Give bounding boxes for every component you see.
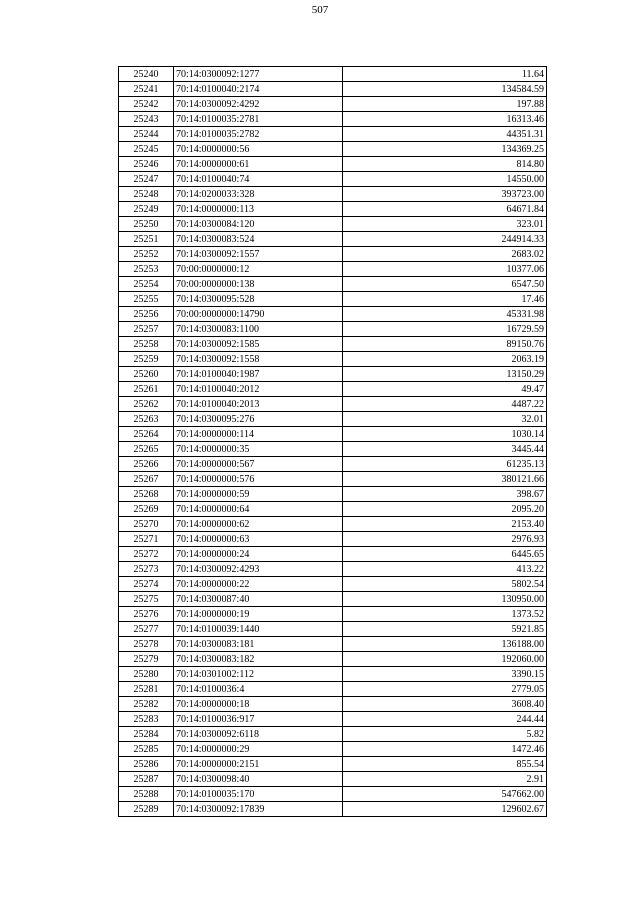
value-cell: 49.47 — [343, 382, 547, 397]
cadastral-number-cell: 70:14:0100040:74 — [174, 172, 343, 187]
table-row — [119, 637, 547, 652]
table-row — [119, 697, 547, 712]
cadastral-number-cell: 70:14:0100036:4 — [174, 682, 343, 697]
cadastral-number-cell: 70:14:0100035:2781 — [174, 112, 343, 127]
row-number-cell: 25256 — [119, 307, 174, 322]
cadastral-number-cell: 70:14:0100039:1440 — [174, 622, 343, 637]
value-cell: 61235.13 — [343, 457, 547, 472]
table-row — [119, 487, 547, 502]
row-number-cell: 25246 — [119, 157, 174, 172]
value-cell: 2976.93 — [343, 532, 547, 547]
cadastral-number-cell: 70:00:0000000:12 — [174, 262, 343, 277]
row-number-cell: 25262 — [119, 397, 174, 412]
value-cell: 197.88 — [343, 97, 547, 112]
table-row — [119, 337, 547, 352]
value-cell: 1030.14 — [343, 427, 547, 442]
row-number-cell: 25268 — [119, 487, 174, 502]
row-number-cell: 25271 — [119, 532, 174, 547]
value-cell: 130950.00 — [343, 592, 547, 607]
value-cell: 2779.05 — [343, 682, 547, 697]
row-number-cell: 25247 — [119, 172, 174, 187]
value-cell: 64671.84 — [343, 202, 547, 217]
cadastral-number-cell: 70:14:0300092:17839 — [174, 802, 343, 817]
cadastral-number-cell: 70:14:0000000:56 — [174, 142, 343, 157]
cadastral-number-cell: 70:14:0000000:63 — [174, 532, 343, 547]
table-row — [119, 472, 547, 487]
table-row — [119, 202, 547, 217]
row-number-cell: 25287 — [119, 772, 174, 787]
value-cell: 10377.06 — [343, 262, 547, 277]
cadastral-number-cell: 70:14:0100040:1987 — [174, 367, 343, 382]
cadastral-number-cell: 70:14:0301002:112 — [174, 667, 343, 682]
row-number-cell: 25260 — [119, 367, 174, 382]
value-cell: 2063.19 — [343, 352, 547, 367]
row-number-cell: 25243 — [119, 112, 174, 127]
row-number-cell: 25250 — [119, 217, 174, 232]
table-row — [119, 142, 547, 157]
row-number-cell: 25252 — [119, 247, 174, 262]
cadastral-number-cell: 70:14:0000000:35 — [174, 442, 343, 457]
table-row — [119, 322, 547, 337]
value-cell: 814.80 — [343, 157, 547, 172]
row-number-cell: 25266 — [119, 457, 174, 472]
table-row — [119, 712, 547, 727]
value-cell: 244.44 — [343, 712, 547, 727]
value-cell: 4487.22 — [343, 397, 547, 412]
row-number-cell: 25261 — [119, 382, 174, 397]
value-cell: 6547.50 — [343, 277, 547, 292]
cadastral-number-cell: 70:14:0300092:1558 — [174, 352, 343, 367]
table-row — [119, 82, 547, 97]
value-cell: 855.54 — [343, 757, 547, 772]
row-number-cell: 25257 — [119, 322, 174, 337]
cadastral-number-cell: 70:14:0000000:29 — [174, 742, 343, 757]
row-number-cell: 25254 — [119, 277, 174, 292]
cadastral-number-cell: 70:14:0100040:2013 — [174, 397, 343, 412]
cadastral-number-cell: 70:14:0300083:181 — [174, 637, 343, 652]
table-row — [119, 442, 547, 457]
value-cell: 323.01 — [343, 217, 547, 232]
value-cell: 2683.02 — [343, 247, 547, 262]
row-number-cell: 25273 — [119, 562, 174, 577]
table-row — [119, 682, 547, 697]
row-number-cell: 25245 — [119, 142, 174, 157]
cadastral-number-cell: 70:14:0000000:62 — [174, 517, 343, 532]
row-number-cell: 25272 — [119, 547, 174, 562]
cadastral-number-cell: 70:14:0000000:22 — [174, 577, 343, 592]
table-row — [119, 502, 547, 517]
table-row — [119, 802, 547, 817]
table-row — [119, 412, 547, 427]
row-number-cell: 25242 — [119, 97, 174, 112]
value-cell: 45331.98 — [343, 307, 547, 322]
cadastral-number-cell: 70:14:0000000:19 — [174, 607, 343, 622]
table-row — [119, 592, 547, 607]
value-cell: 13150.29 — [343, 367, 547, 382]
cadastral-number-cell: 70:14:0000000:61 — [174, 157, 343, 172]
table-body — [119, 67, 547, 817]
value-cell: 3608.40 — [343, 697, 547, 712]
row-number-cell: 25264 — [119, 427, 174, 442]
value-cell: 5.82 — [343, 727, 547, 742]
cadastral-number-cell: 70:14:0100040:2012 — [174, 382, 343, 397]
row-number-cell: 25277 — [119, 622, 174, 637]
table-row — [119, 217, 547, 232]
cadastral-number-cell: 70:00:0000000:138 — [174, 277, 343, 292]
cadastral-value-table — [118, 66, 547, 817]
cadastral-number-cell: 70:14:0100040:2174 — [174, 82, 343, 97]
value-cell: 3445.44 — [343, 442, 547, 457]
cadastral-number-cell: 70:14:0300095:528 — [174, 292, 343, 307]
cadastral-number-cell: 70:14:0300092:1557 — [174, 247, 343, 262]
row-number-cell: 25263 — [119, 412, 174, 427]
cadastral-number-cell: 70:14:0000000:2151 — [174, 757, 343, 772]
table-row — [119, 727, 547, 742]
row-number-cell: 25244 — [119, 127, 174, 142]
cadastral-number-cell: 70:14:0000000:24 — [174, 547, 343, 562]
table-row — [119, 547, 547, 562]
table-row — [119, 67, 547, 82]
value-cell: 192060.00 — [343, 652, 547, 667]
cadastral-number-cell: 70:14:0300092:4292 — [174, 97, 343, 112]
row-number-cell: 25280 — [119, 667, 174, 682]
value-cell: 16729.59 — [343, 322, 547, 337]
row-number-cell: 25253 — [119, 262, 174, 277]
row-number-cell: 25258 — [119, 337, 174, 352]
row-number-cell: 25259 — [119, 352, 174, 367]
table-row — [119, 757, 547, 772]
row-number-cell: 25270 — [119, 517, 174, 532]
cadastral-number-cell: 70:14:0000000:59 — [174, 487, 343, 502]
cadastral-number-cell: 70:14:0000000:567 — [174, 457, 343, 472]
table-row — [119, 397, 547, 412]
table-row — [119, 667, 547, 682]
value-cell: 1373.52 — [343, 607, 547, 622]
value-cell: 1472.46 — [343, 742, 547, 757]
value-cell: 3390.15 — [343, 667, 547, 682]
row-number-cell: 25282 — [119, 697, 174, 712]
row-number-cell: 25248 — [119, 187, 174, 202]
value-cell: 2095.20 — [343, 502, 547, 517]
row-number-cell: 25281 — [119, 682, 174, 697]
value-cell: 244914.33 — [343, 232, 547, 247]
table-row — [119, 367, 547, 382]
table-row — [119, 382, 547, 397]
cadastral-number-cell: 70:14:0100035:2782 — [174, 127, 343, 142]
cadastral-number-cell: 70:14:0300083:1100 — [174, 322, 343, 337]
value-cell: 89150.76 — [343, 337, 547, 352]
table-row — [119, 787, 547, 802]
cadastral-number-cell: 70:14:0200033:328 — [174, 187, 343, 202]
row-number-cell: 25249 — [119, 202, 174, 217]
row-number-cell: 25267 — [119, 472, 174, 487]
cadastral-number-cell: 70:14:0000000:64 — [174, 502, 343, 517]
cadastral-number-cell: 70:14:0000000:576 — [174, 472, 343, 487]
value-cell: 6445.65 — [343, 547, 547, 562]
value-cell: 129602.67 — [343, 802, 547, 817]
value-cell: 547662.00 — [343, 787, 547, 802]
table-row — [119, 742, 547, 757]
row-number-cell: 25276 — [119, 607, 174, 622]
table-row — [119, 262, 547, 277]
cadastral-number-cell: 70:14:0100036:917 — [174, 712, 343, 727]
table-row — [119, 517, 547, 532]
cadastral-number-cell: 70:14:0300098:40 — [174, 772, 343, 787]
row-number-cell: 25285 — [119, 742, 174, 757]
value-cell: 380121.66 — [343, 472, 547, 487]
table-row — [119, 622, 547, 637]
cadastral-number-cell: 70:14:0000000:113 — [174, 202, 343, 217]
row-number-cell: 25265 — [119, 442, 174, 457]
table-row — [119, 127, 547, 142]
table-row — [119, 307, 547, 322]
value-cell: 413.22 — [343, 562, 547, 577]
table-row — [119, 352, 547, 367]
value-cell: 16313.46 — [343, 112, 547, 127]
row-number-cell: 25286 — [119, 757, 174, 772]
value-cell: 32.01 — [343, 412, 547, 427]
table-row — [119, 157, 547, 172]
table-row — [119, 652, 547, 667]
row-number-cell: 25240 — [119, 67, 174, 82]
row-number-cell: 25275 — [119, 592, 174, 607]
table-row — [119, 277, 547, 292]
cadastral-number-cell: 70:14:0300084:120 — [174, 217, 343, 232]
table-row — [119, 232, 547, 247]
table-row — [119, 532, 547, 547]
page-number: 507 — [311, 4, 329, 16]
value-cell: 134369.25 — [343, 142, 547, 157]
cadastral-number-cell: 70:14:0100035:170 — [174, 787, 343, 802]
row-number-cell: 25283 — [119, 712, 174, 727]
row-number-cell: 25289 — [119, 802, 174, 817]
table-row — [119, 562, 547, 577]
value-cell: 393723.00 — [343, 187, 547, 202]
cadastral-number-cell: 70:14:0300095:276 — [174, 412, 343, 427]
table-row — [119, 172, 547, 187]
table-row — [119, 292, 547, 307]
cadastral-number-cell: 70:14:0000000:114 — [174, 427, 343, 442]
cadastral-number-cell: 70:14:0300087:40 — [174, 592, 343, 607]
value-cell: 44351.31 — [343, 127, 547, 142]
table-row — [119, 772, 547, 787]
cadastral-number-cell: 70:14:0300092:4293 — [174, 562, 343, 577]
table-row — [119, 577, 547, 592]
row-number-cell: 25288 — [119, 787, 174, 802]
row-number-cell: 25255 — [119, 292, 174, 307]
table-row — [119, 97, 547, 112]
table-row — [119, 607, 547, 622]
row-number-cell: 25269 — [119, 502, 174, 517]
row-number-cell: 25274 — [119, 577, 174, 592]
value-cell: 136188.00 — [343, 637, 547, 652]
cadastral-number-cell: 70:14:0300083:524 — [174, 232, 343, 247]
table-row — [119, 187, 547, 202]
value-cell: 134584.59 — [343, 82, 547, 97]
cadastral-number-cell: 70:14:0300092:1585 — [174, 337, 343, 352]
value-cell: 17.46 — [343, 292, 547, 307]
value-cell: 5921.85 — [343, 622, 547, 637]
cadastral-number-cell: 70:14:0300092:1277 — [174, 67, 343, 82]
cadastral-number-cell: 70:14:0300083:182 — [174, 652, 343, 667]
table-row — [119, 247, 547, 262]
value-cell: 14550.00 — [343, 172, 547, 187]
row-number-cell: 25251 — [119, 232, 174, 247]
value-cell: 2.91 — [343, 772, 547, 787]
row-number-cell: 25284 — [119, 727, 174, 742]
table-row — [119, 112, 547, 127]
value-cell: 2153.40 — [343, 517, 547, 532]
row-number-cell: 25278 — [119, 637, 174, 652]
table-row — [119, 427, 547, 442]
cadastral-number-cell: 70:14:0300092:6118 — [174, 727, 343, 742]
row-number-cell: 25241 — [119, 82, 174, 97]
value-cell: 398.67 — [343, 487, 547, 502]
table-row — [119, 457, 547, 472]
value-cell: 11.64 — [343, 67, 547, 82]
cadastral-number-cell: 70:00:0000000:14790 — [174, 307, 343, 322]
row-number-cell: 25279 — [119, 652, 174, 667]
value-cell: 5802.54 — [343, 577, 547, 592]
cadastral-number-cell: 70:14:0000000:18 — [174, 697, 343, 712]
